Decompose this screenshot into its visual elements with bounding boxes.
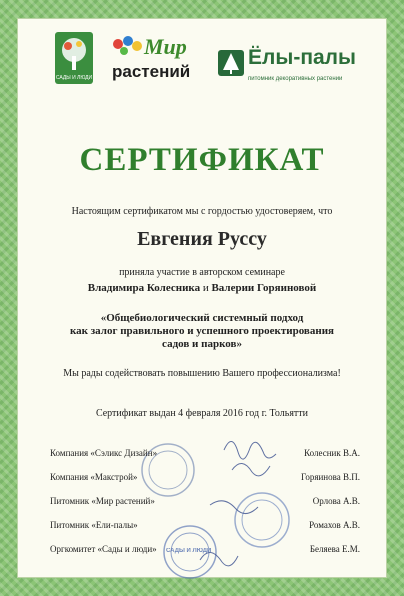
signatory-row	[50, 448, 360, 461]
seminar-topic	[0, 312, 404, 351]
signatory-name: Беляева Е.М.	[309, 544, 360, 554]
topic-line: «Общебиологический системный подход	[100, 312, 304, 324]
logo-caption: САДЫ И ЛЮДИ	[55, 75, 93, 81]
signatory-row	[50, 520, 360, 533]
wish-text: Мы рады содействовать повышению Вашего профессионализма!	[63, 368, 341, 379]
rasteniy-word: растений	[112, 62, 191, 81]
author-conjunction: и	[202, 282, 209, 294]
topic-line: как залог правильного и успешного проектирования	[70, 325, 334, 337]
topic-line: садов и парков»	[162, 338, 242, 350]
signatory-name: Горяинова В.П.	[300, 472, 360, 482]
mir-rasteniy-logo	[108, 34, 204, 90]
fir-tree-icon	[218, 50, 244, 76]
certificate-paper	[17, 18, 387, 578]
signatory-org: Компания «Сэликс Дизайн»	[50, 448, 158, 458]
signatory-org: Питомник «Мир растений»	[50, 496, 155, 506]
sady-i-lyudi-logo	[55, 32, 93, 84]
signatory-name: Орлова А.В.	[312, 496, 360, 506]
ely-paly-subtitle: питомник декоративных растений	[248, 76, 343, 82]
signatory-org: Питомник «Ели-палы»	[50, 520, 138, 530]
ely-paly-logo	[218, 46, 368, 94]
signatory-row	[50, 496, 360, 509]
author-1: Владимира Колесника	[87, 282, 201, 294]
recipient-name: Евгения Руссу	[137, 228, 267, 250]
intro-text: Настоящим сертификатом мы с гордостью удостоверяем, что	[71, 206, 333, 217]
signatory-org: Компания «Макстрой»	[50, 472, 138, 482]
signatory-row	[50, 472, 360, 485]
signatory-org: Оргкомитет «Сады и люди»	[50, 544, 157, 554]
ely-paly-name: Ёлы-палы	[248, 46, 356, 69]
signatory-name: Колесник В.А.	[304, 448, 360, 458]
flower-icon	[108, 34, 148, 64]
stamp-label: САДЫ И ЛЮДИ	[166, 548, 212, 554]
author-2: Валерии Горяиновой	[211, 282, 317, 294]
participation-text: приняла участие в авторском семинаре	[119, 267, 285, 278]
mir-word: Мир	[144, 34, 187, 59]
certificate-title: СЕРТИФИКАТ	[79, 142, 325, 178]
issued-text: Сертификат выдан 4 февраля 2016 год г. Тольятти	[95, 408, 309, 419]
seminar-authors	[0, 282, 404, 294]
signatory-name: Ромахов А.В.	[309, 520, 360, 530]
